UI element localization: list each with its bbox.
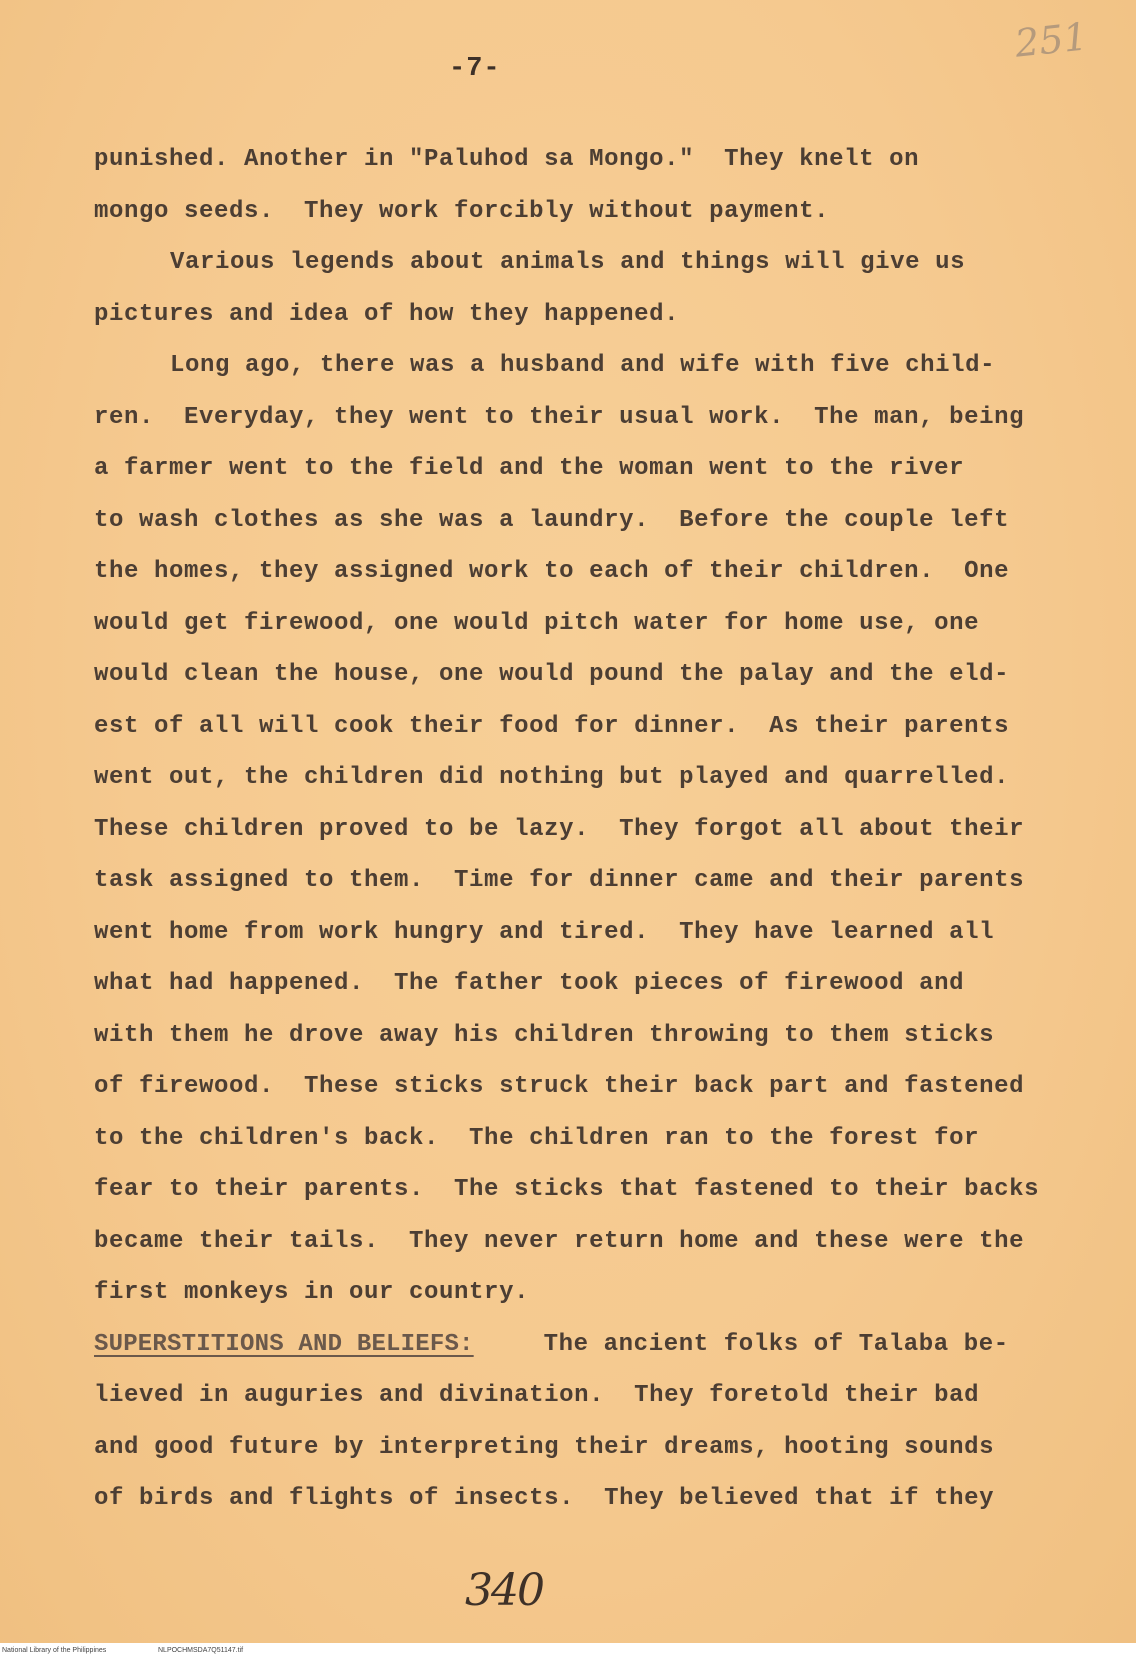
- archive-page-number: 251: [1012, 14, 1090, 66]
- text-line: with them he drove away his children throwing to them sticks: [94, 1021, 995, 1049]
- text-line: went home from work hungry and tired. They have learned all: [94, 918, 995, 946]
- text-line: task assigned to them. Time for dinner came and their parents: [94, 867, 1025, 894]
- text-line: of firewood. These sticks struck their back part and fastened: [94, 1073, 1025, 1100]
- text-line: became their tails. They never return home and these were the: [94, 1227, 1025, 1255]
- text-line: went out, the children did nothing but played and quarrelled.: [94, 764, 1010, 791]
- text-line: a farmer went to the field and the woman went to the river: [94, 455, 965, 482]
- text-line: to wash clothes as she was a laundry. Before the couple left: [94, 506, 1010, 534]
- text-line: what had happened. The father took pieces of firewood and: [94, 970, 965, 997]
- body-text: [94, 134, 1094, 1525]
- text-line: est of all will cook their food for dinner. As their parents: [94, 712, 1010, 740]
- text-line: The ancient folks of Talaba be-: [543, 1330, 1009, 1358]
- credit-file-name: NLPOCHMSDA7Q51147.tif: [158, 1647, 244, 1654]
- section-heading: SUPERSTITIONS AND BELIEFS:: [94, 1330, 474, 1358]
- text-line: These children proved to be lazy. They forgot all about their: [94, 815, 1025, 843]
- text-line: lieved in auguries and divination. They foretold their bad: [94, 1382, 980, 1409]
- handwritten-footer-number: 340: [465, 1565, 543, 1616]
- text-line: the homes, they assigned work to each of their children. One: [94, 558, 1010, 585]
- text-line: and good future by interpreting their dreams, hooting sounds: [94, 1433, 995, 1461]
- text-line: pictures and idea of how they happened.: [94, 300, 680, 328]
- section-first-line: [94, 1319, 1094, 1371]
- text-line: Various legends about animals and things will give us: [170, 249, 966, 276]
- text-line: punished. Another in "Paluhod sa Mongo." They knelt on: [94, 146, 920, 173]
- credit-institution: National Library of the Philippines: [2, 1647, 107, 1654]
- text-line: mongo seeds. They work forcibly without payment.: [94, 197, 830, 225]
- scan-credit-strip: [0, 1643, 1136, 1658]
- text-line: first monkeys in our country.: [94, 1279, 530, 1306]
- text-line: would clean the house, one would pound the palay and the eld-: [94, 661, 1010, 688]
- text-line: would get firewood, one would pitch water for home use, one: [94, 609, 980, 637]
- text-line: fear to their parents. The sticks that fastened to their backs: [94, 1176, 1040, 1203]
- text-line: Long ago, there was a husband and wife with five child-: [170, 352, 996, 379]
- text-line: of birds and flights of insects. They believed that if they: [94, 1485, 995, 1512]
- text-line: ren. Everyday, they went to their usual work. The man, being: [94, 403, 1025, 431]
- text-line: to the children's back. The children ran to the forest for: [94, 1124, 980, 1152]
- page-number: -7-: [449, 54, 501, 84]
